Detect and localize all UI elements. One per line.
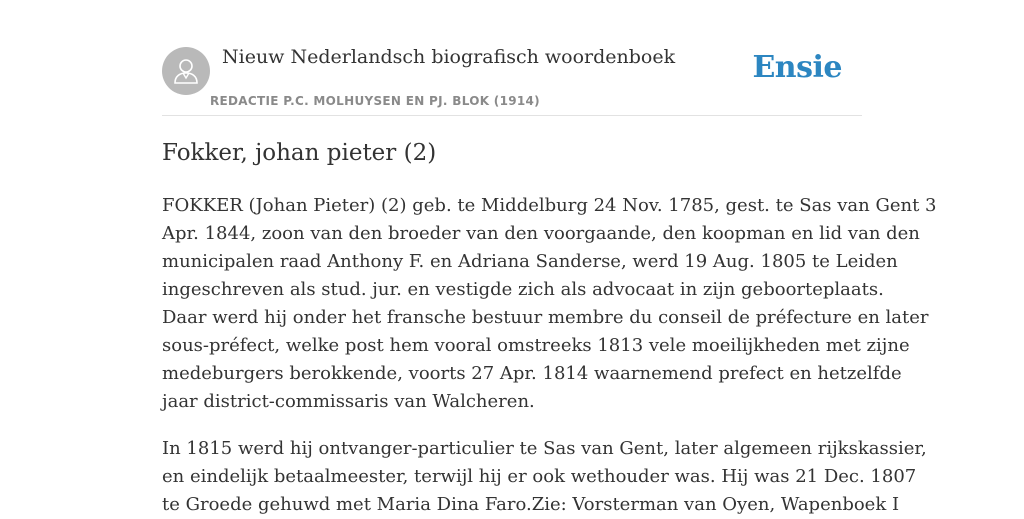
- entry-title: Fokker, johan pieter (2): [162, 140, 437, 166]
- paragraph-line: medeburgers berokkende, voorts 27 Apr. 1814 waarnemend prefect en hetzelfde: [162, 363, 902, 384]
- ensie-logo[interactable]: Ensie: [752, 50, 842, 85]
- author-avatar[interactable]: [162, 47, 210, 95]
- paragraph-line: Apr. 1844, zoon van den broeder van den voorgaande, den koopman en lid van den: [162, 223, 920, 244]
- entry-paragraph: [162, 435, 927, 519]
- paragraph-line: sous-préfect, welke post hem vooral omstreeks 1813 vele moeilijkheden met zijne: [162, 335, 910, 356]
- paragraph-line: te Groede gehuwd met Maria Dina Faro.Zie: Vorsterman van Oyen, Wapenboek I: [162, 494, 900, 515]
- paragraph-line: ingeschreven als stud. jur. en vestigde zich als advocaat in zijn geboorteplaats.: [162, 279, 884, 300]
- paragraph-line: In 1815 werd hij ontvanger-particulier te Sas van Gent, later algemeen rijkskassier,: [162, 438, 927, 459]
- entry-paragraph: [162, 192, 937, 416]
- paragraph-line: en eindelijk betaalmeester, terwijl hij er ook wethouder was. Hij was 21 Dec. 1807: [162, 466, 917, 487]
- source-title[interactable]: Nieuw Nederlandsch biografisch woordenboek: [222, 46, 676, 68]
- source-header: [162, 0, 862, 116]
- entry-card: [162, 0, 937, 515]
- paragraph-line: jaar district-commissaris van Walcheren.: [162, 391, 535, 412]
- source-editors: REDACTIE P.C. MOLHUYSEN EN PJ. BLOK (1914): [210, 94, 540, 108]
- paragraph-line: municipalen raad Anthony F. en Adriana Sanderse, werd 19 Aug. 1805 te Leiden: [162, 251, 898, 272]
- paragraph-line: FOKKER (Johan Pieter) (2) geb. te Middelburg 24 Nov. 1785, gest. te Sas van Gent 3: [162, 195, 937, 216]
- paragraph-line: Daar werd hij onder het fransche bestuur membre du conseil de préfecture en later: [162, 307, 929, 328]
- user-icon: [173, 57, 199, 85]
